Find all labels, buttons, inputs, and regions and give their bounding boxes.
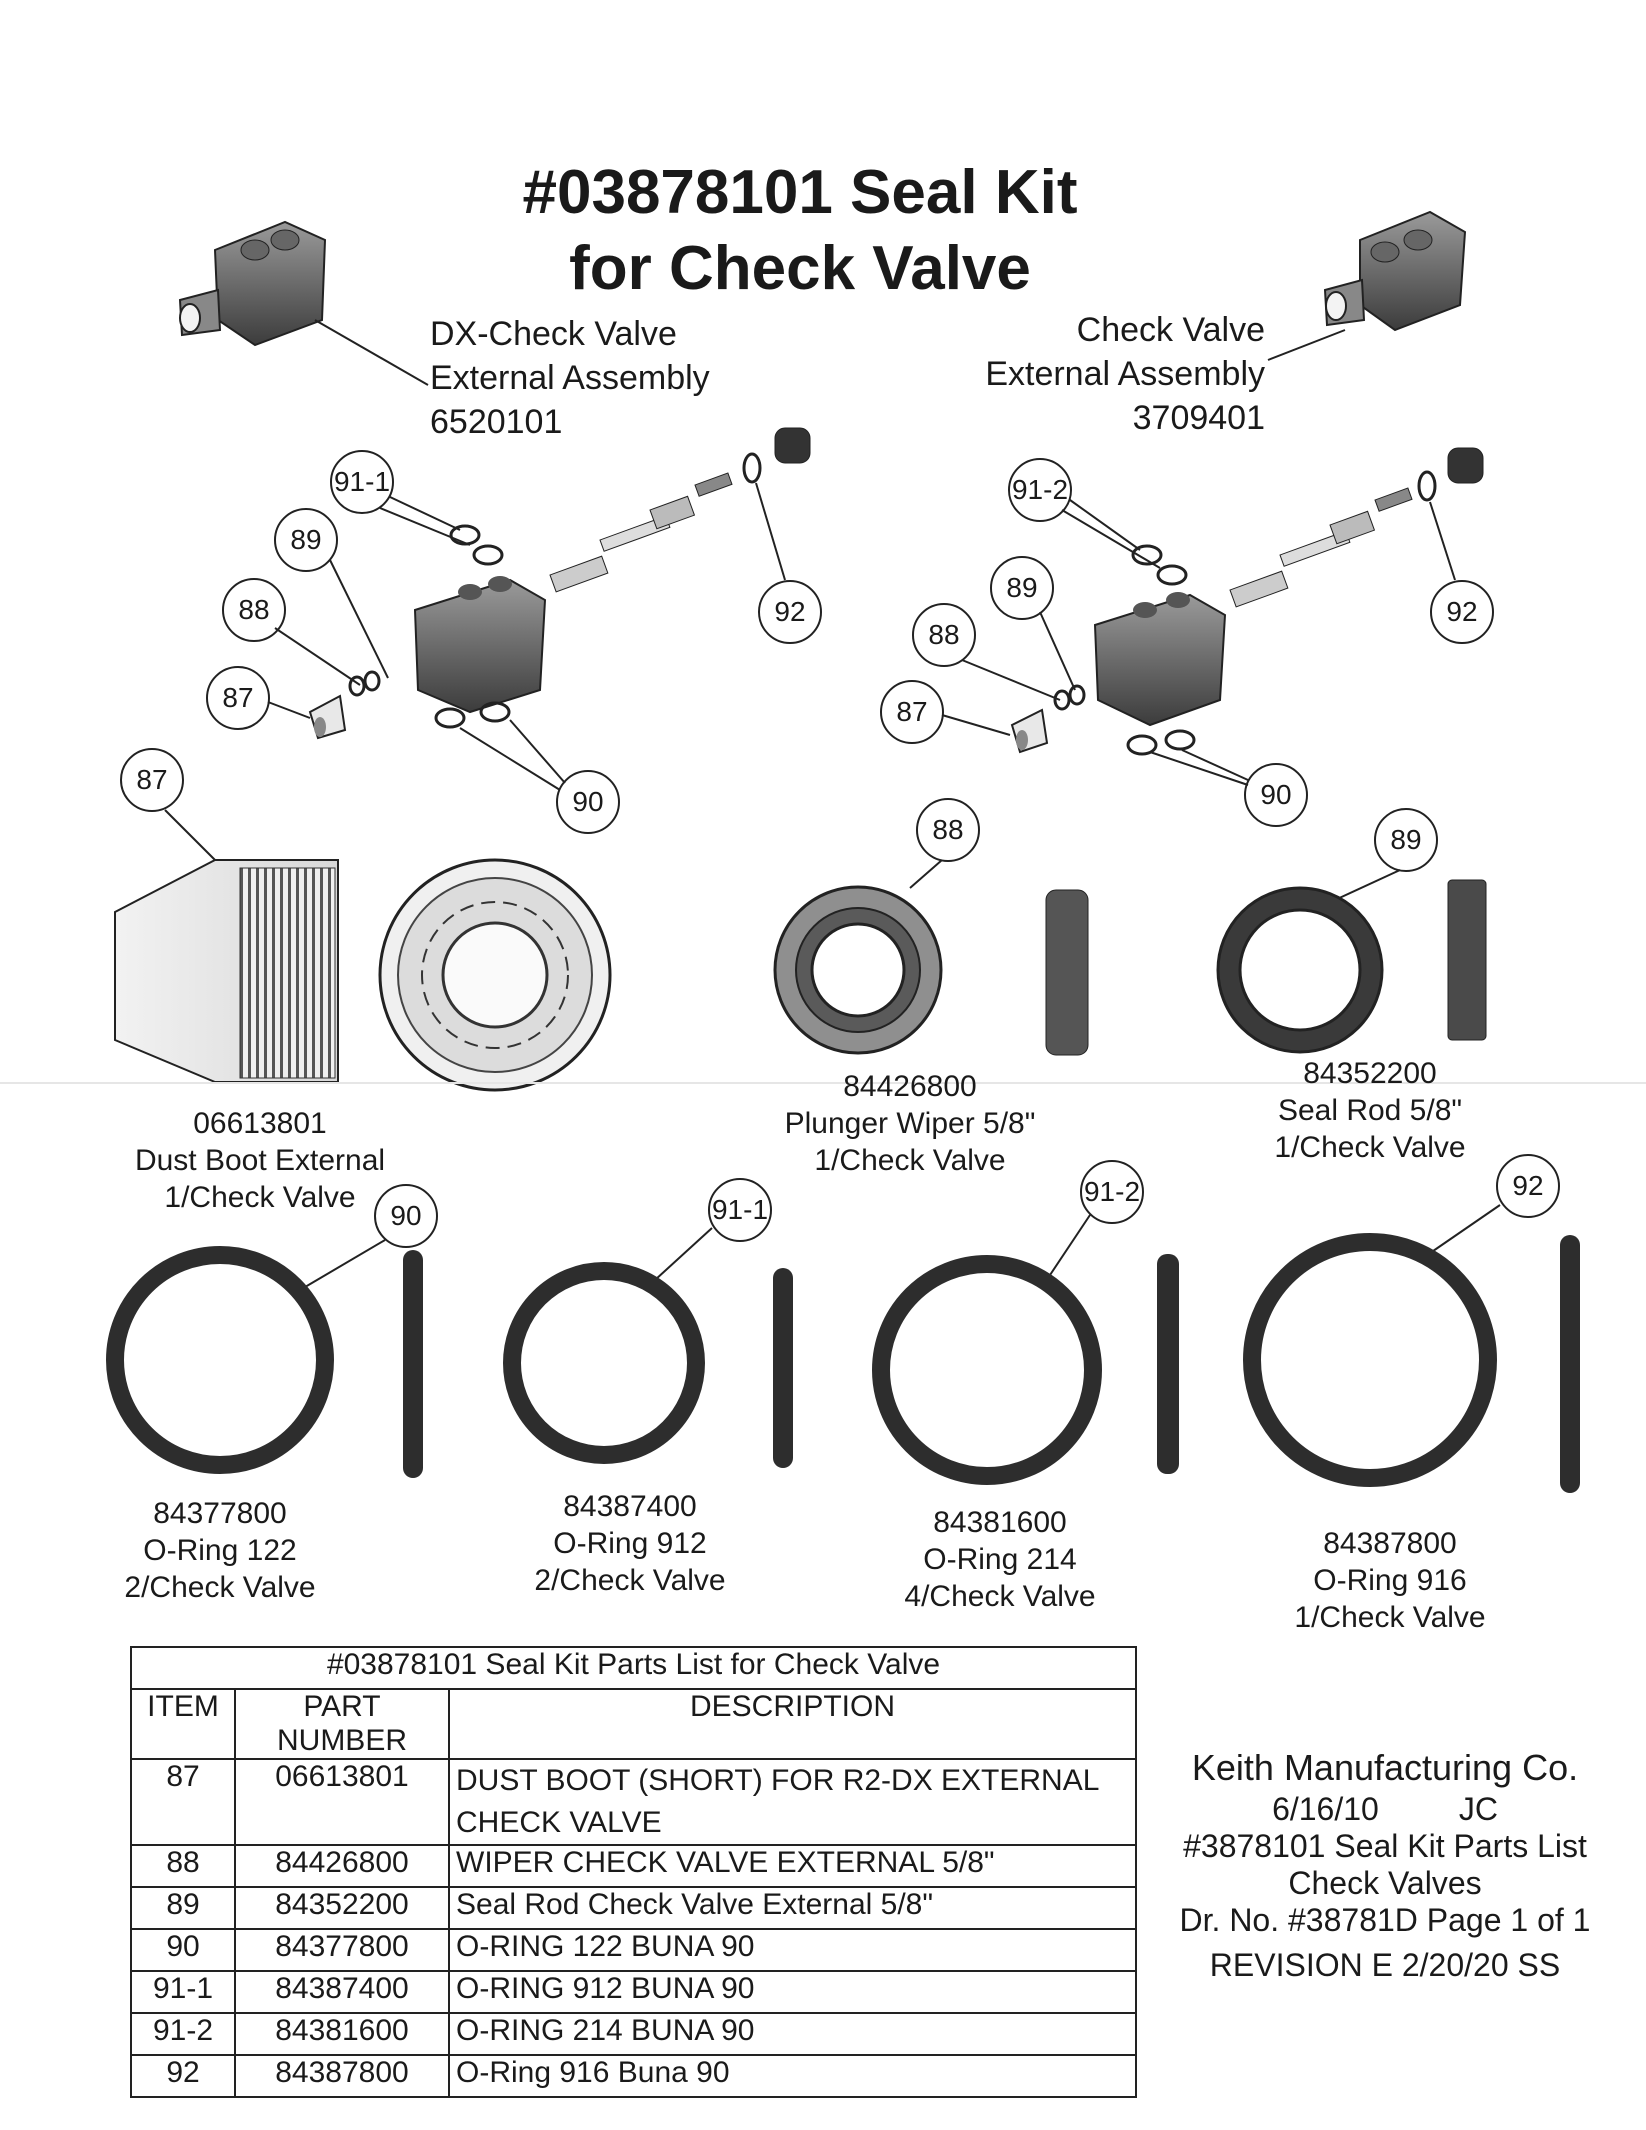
row-item: 87 [131,1759,235,1845]
callout-part-91-2: 91-2 [1083,1176,1141,1207]
row-desc [449,1759,1136,1845]
std-exploded-view [1012,448,1483,754]
row-desc-line1: DUST BOOT (SHORT) FOR R2-DX EXTERNAL [456,1764,1100,1797]
row-desc: WIPER CHECK VALVE EXTERNAL 5/8" [449,1845,1136,1887]
part-88-qty: 1/Check Valve [814,1144,1006,1177]
part-label-92 [1250,1525,1530,1636]
callout-part-90: 90 [390,1200,422,1231]
part-89-name: Seal Rod 5/8" [1277,1094,1463,1127]
callout-dx-87: 87 [222,682,254,713]
company-name: Keith Manufacturing Co. [1191,1747,1579,1788]
row-desc: O-RING 912 BUNA 90 [449,1971,1136,2013]
table-row [131,1971,1136,2013]
o-rings [115,1235,1580,1493]
row-desc: O-RING 122 BUNA 90 [449,1929,1136,1971]
part-88-number: 84426800 [843,1070,977,1103]
callout-std-92: 92 [1446,596,1478,627]
callout-dx-92: 92 [774,596,806,627]
part-label-91-1 [490,1488,770,1599]
row-item: 88 [131,1845,235,1887]
dust-boot-side [115,860,338,1082]
std-assembly-icon [1325,212,1465,330]
row-item: 91-2 [131,2013,235,2055]
row-part: 84387800 [235,2055,449,2097]
table-row [131,1845,1136,1887]
std-part: 3709401 [1132,399,1265,437]
header-item: ITEM [131,1689,235,1759]
header-description: DESCRIPTION [449,1689,1136,1759]
part-87-qty: 1/Check Valve [164,1181,356,1214]
part-91-1-name: O-Ring 912 [553,1527,707,1560]
dx-assembly-label [430,312,710,444]
std-line1: Check Valve [1076,311,1265,349]
part-89-number: 84352200 [1303,1057,1437,1090]
title-block [1150,1745,1620,1984]
row-part: 84377800 [235,1929,449,1971]
callout-part-91-1: 91-1 [711,1194,769,1225]
row-item: 92 [131,2055,235,2097]
drawing-number: Dr. No. #38781D Page 1 of 1 [1179,1902,1591,1938]
dx-part: 6520101 [430,403,563,441]
row-part: 84387400 [235,1971,449,2013]
doc-date: 6/16/10 [1272,1791,1379,1827]
table-row [131,1887,1136,1929]
part-92-qty: 1/Check Valve [1294,1601,1486,1634]
plunger-wiper [775,887,1088,1055]
row-desc: O-Ring 916 Buna 90 [449,2055,1136,2097]
part-90-qty: 2/Check Valve [124,1571,316,1604]
part-90-number: 84377800 [153,1497,287,1530]
callout-std-88: 88 [928,619,960,650]
callout-dx-88: 88 [238,594,270,625]
table-row [131,2055,1136,2097]
seal-rod [1218,880,1486,1052]
callout-part-92: 92 [1512,1170,1544,1201]
row-part: 84426800 [235,1845,449,1887]
row-item: 90 [131,1929,235,1971]
part-label-89 [1210,1055,1530,1166]
date-line [1150,1791,1620,1828]
std-assembly-label [900,308,1265,440]
part-label-90 [80,1495,360,1606]
dust-boot-face [380,860,610,1090]
parts-list-table [130,1646,1137,2098]
row-part: 06613801 [235,1759,449,1845]
part-87-name: Dust Boot External [134,1144,386,1177]
callout-dx-91-1: 91-1 [333,466,391,497]
row-desc: O-RING 214 BUNA 90 [449,2013,1136,2055]
part-89-qty: 1/Check Valve [1274,1131,1466,1164]
part-92-number: 84387800 [1323,1527,1457,1560]
part-91-1-number: 84387400 [563,1490,697,1523]
row-part: 84381600 [235,2013,449,2055]
title-line-2: for Check Valve [569,234,1031,303]
part-87-number: 06613801 [193,1107,327,1140]
callout-dx-90: 90 [572,786,604,817]
doc-initials: JC [1458,1791,1498,1827]
part-91-1-qty: 2/Check Valve [534,1564,726,1597]
dx-line1: DX-Check Valve [430,315,677,353]
part-88-name: Plunger Wiper 5/8" [784,1107,1036,1140]
callout-std-90: 90 [1260,779,1292,810]
page-title [300,155,1300,307]
part-label-91-2 [860,1504,1140,1615]
title-line-1: #03878101 Seal Kit [522,158,1078,227]
row-desc: Seal Rod Check Valve External 5/8" [449,1887,1136,1929]
part-label-88 [740,1068,1080,1179]
table-row [131,1759,1136,1845]
part-91-2-name: O-Ring 214 [923,1543,1077,1576]
revision: REVISION E 2/20/20 SS [1209,1947,1561,1983]
part-91-2-number: 84381600 [933,1506,1067,1539]
callout-part-89: 89 [1390,824,1422,855]
dx-line2: External Assembly [430,359,710,397]
table-caption: #03878101 Seal Kit Parts List for Check Valve [131,1647,1136,1689]
row-item: 89 [131,1887,235,1929]
doc-subtitle: Check Valves [1288,1865,1482,1901]
callout-std-89: 89 [1006,572,1038,603]
callout-dx-89: 89 [290,524,322,555]
table-row [131,1929,1136,1971]
header-part-number: PART NUMBER [235,1689,449,1759]
part-91-2-qty: 4/Check Valve [904,1580,1096,1613]
callout-std-91-2: 91-2 [1011,474,1069,505]
part-90-name: O-Ring 122 [143,1534,297,1567]
row-desc-line2: CHECK VALVE [456,1806,662,1839]
row-part: 84352200 [235,1887,449,1929]
callout-std-87: 87 [896,696,928,727]
part-92-name: O-Ring 916 [1313,1564,1467,1597]
row-item: 91-1 [131,1971,235,2013]
table-row [131,2013,1136,2055]
callout-part-87: 87 [136,764,168,795]
callout-part-88: 88 [932,814,964,845]
doc-title: #3878101 Seal Kit Parts List [1183,1828,1587,1864]
std-line2: External Assembly [985,355,1265,393]
